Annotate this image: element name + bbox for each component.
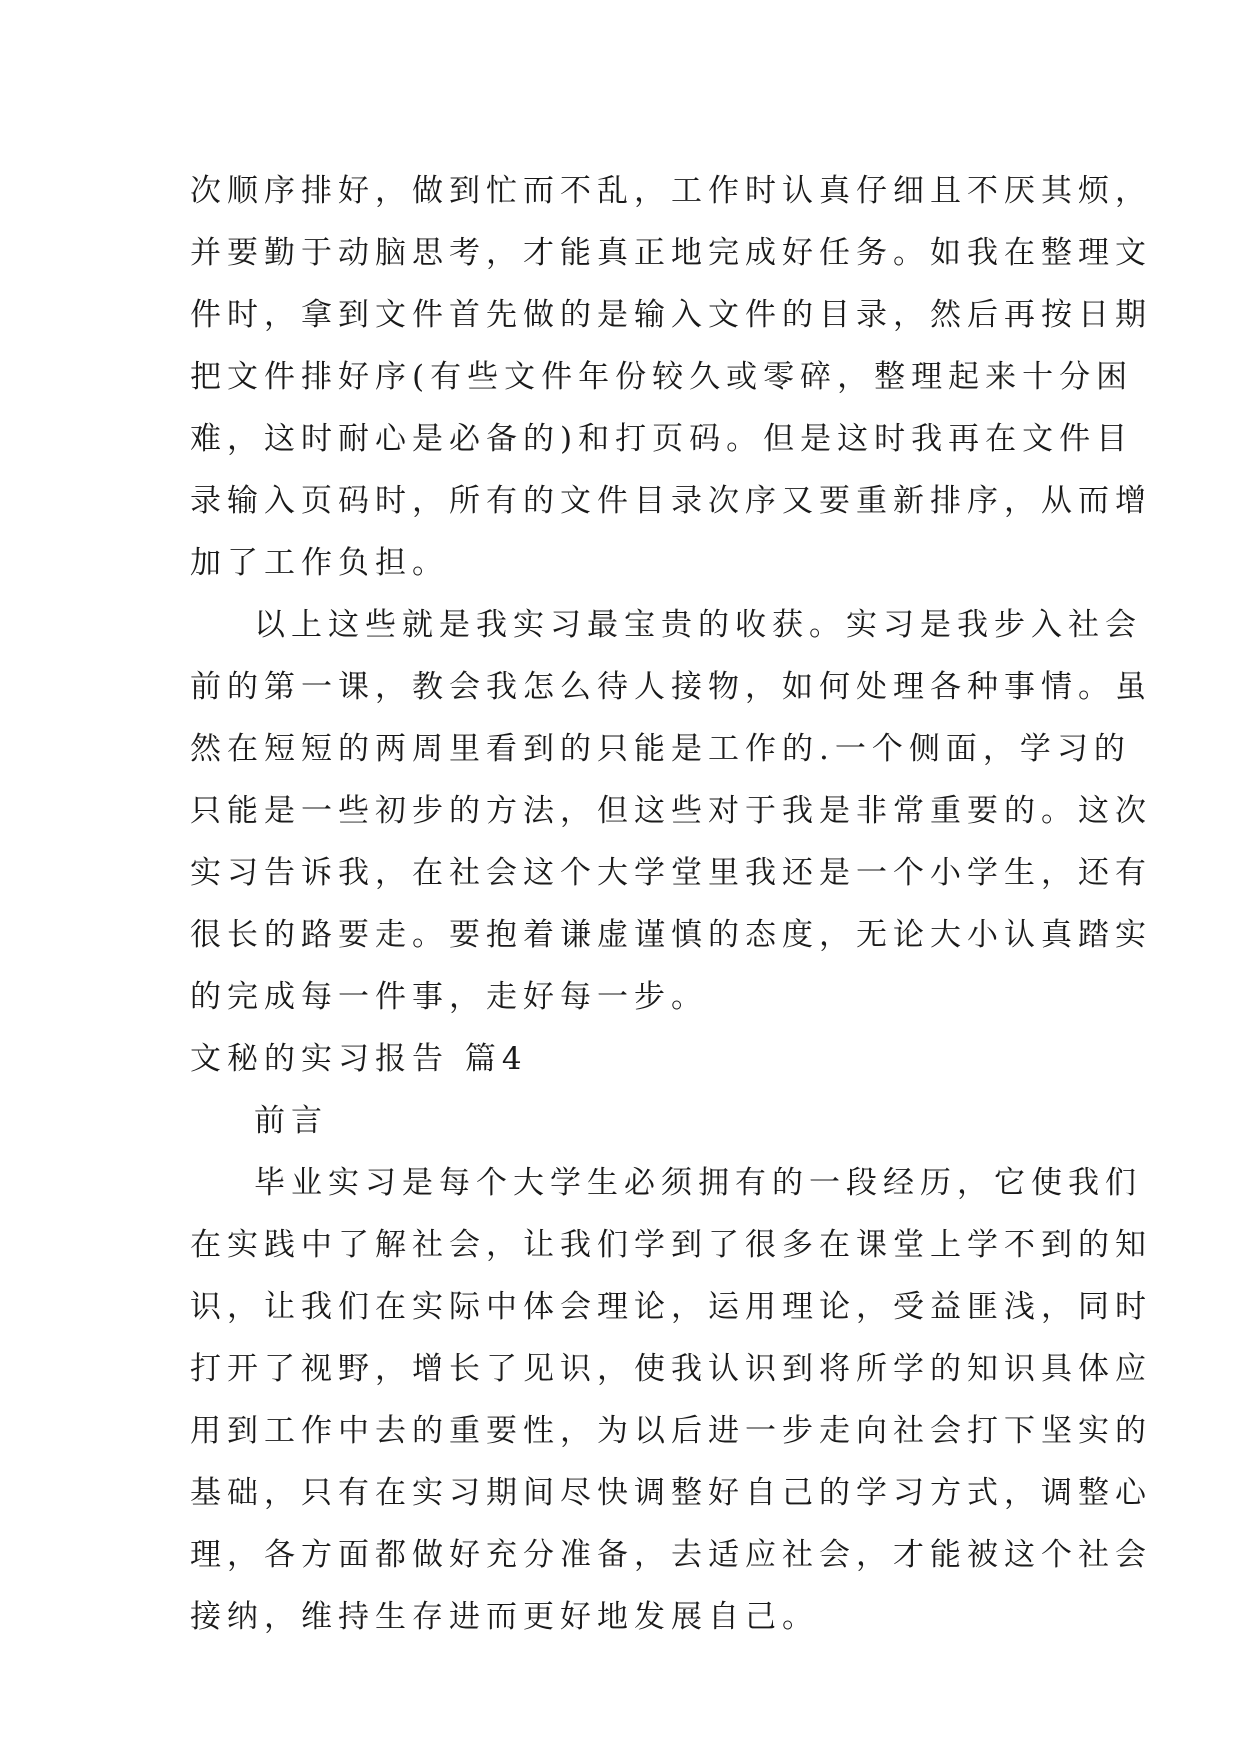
text-line: 录输入页码时，所有的文件目录次序又要重新排序，从而增 xyxy=(190,483,1152,519)
text-line: 只能是一些初步的方法，但这些对于我是非常重要的。这次 xyxy=(190,793,1152,829)
document-body xyxy=(190,160,1152,1648)
text-line: 识，让我们在实际中体会理论，运用理论，受益匪浅，同时 xyxy=(190,1289,1152,1325)
text-line: 件时，拿到文件首先做的是输入文件的目录，然后再按日期 xyxy=(190,297,1152,333)
text-line: 用到工作中去的重要性，为以后进一步走向社会打下坚实的 xyxy=(190,1413,1152,1449)
text-line: 前的第一课，教会我怎么待人接物，如何处理各种事情。虽 xyxy=(190,669,1152,705)
text-line: 难，这时耐心是必备的)和打页码。但是这时我再在文件目 xyxy=(190,421,1134,457)
text-line: 毕业实习是每个大学生必须拥有的一段经历，它使我们 xyxy=(254,1165,1142,1201)
text-line: 基础，只有在实习期间尽快调整好自己的学习方式，调整心 xyxy=(190,1475,1152,1511)
text-line: 很长的路要走。要抱着谦虚谨慎的态度，无论大小认真踏实 xyxy=(190,917,1152,953)
text-line: 实习告诉我，在社会这个大学堂里我还是一个小学生，还有 xyxy=(190,855,1152,891)
text-line: 的完成每一件事，走好每一步。 xyxy=(190,979,708,1015)
text-line: 接纳，维持生存进而更好地发展自己。 xyxy=(190,1599,819,1635)
text-line: 打开了视野，增长了见识，使我认识到将所学的知识具体应 xyxy=(190,1351,1152,1387)
text-line: 以上这些就是我实习最宝贵的收获。实习是我步入社会 xyxy=(254,607,1142,643)
text-line: 前言 xyxy=(254,1103,328,1139)
text-line: 理，各方面都做好充分准备，去适应社会，才能被这个社会 xyxy=(190,1537,1152,1573)
text-line: 并要勤于动脑思考，才能真正地完成好任务。如我在整理文 xyxy=(190,235,1152,271)
text-line: 加了工作负担。 xyxy=(190,545,449,581)
text-line: 把文件排好序(有些文件年份较久或零碎，整理起来十分困 xyxy=(190,359,1134,395)
text-line: 在实践中了解社会，让我们学到了很多在课堂上学不到的知 xyxy=(190,1227,1152,1263)
text-line: 次顺序排好，做到忙而不乱，工作时认真仔细且不厌其烦， xyxy=(190,173,1152,209)
text-line: 然在短短的两周里看到的只能是工作的.一个侧面，学习的 xyxy=(190,731,1131,767)
text-line: 文秘的实习报告 篇4 xyxy=(190,1041,528,1077)
